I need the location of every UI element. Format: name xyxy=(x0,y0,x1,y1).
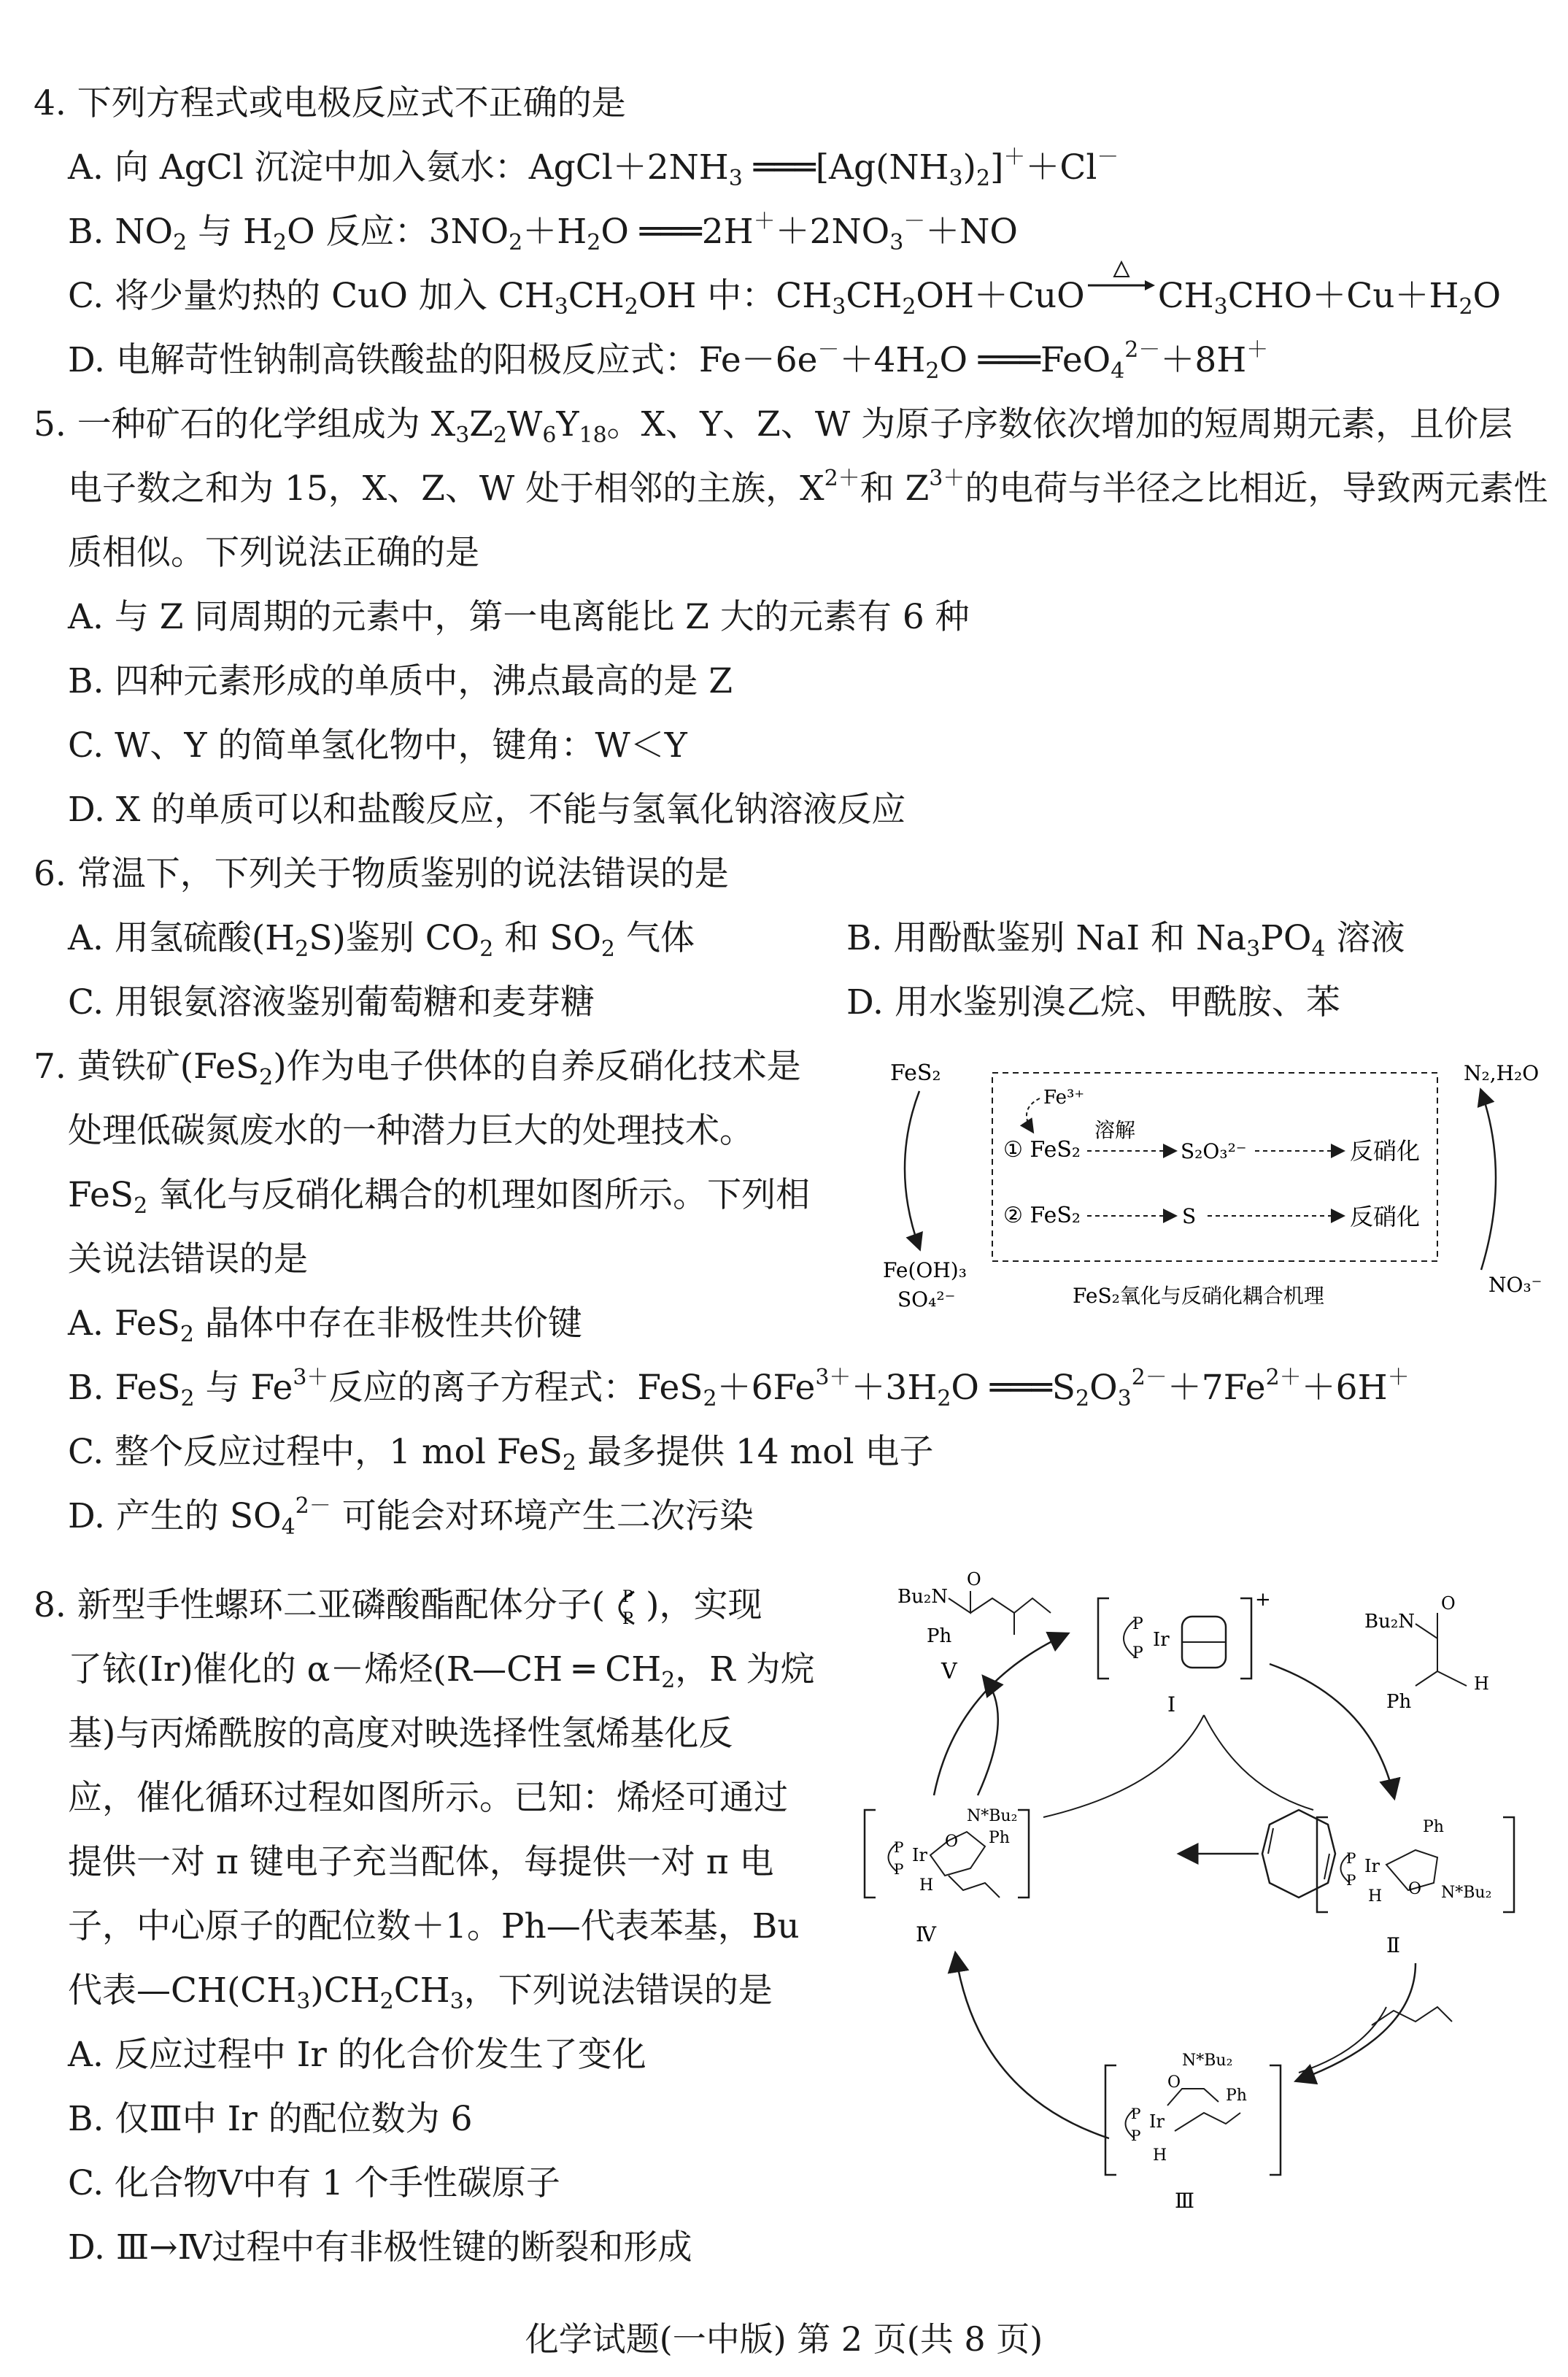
svg-text:Bu₂N: Bu₂N xyxy=(897,1586,949,1608)
q7-line3: FeS$_2$ 氧化与反硝化耦合的机理如图所示。下列相 xyxy=(68,1175,811,1219)
svg-text:P: P xyxy=(894,1860,904,1878)
compound-ii xyxy=(1317,1817,1514,1957)
svg-text:N*Bu₂: N*Bu₂ xyxy=(967,1807,1018,1825)
svg-text:P: P xyxy=(894,1838,904,1856)
q5-option-b: B. 四种元素形成的单质中，沸点最高的是 Z xyxy=(68,661,733,701)
svg-text:P: P xyxy=(1132,1644,1143,1663)
q8-catalytic-cycle-diagram xyxy=(861,1569,1532,2299)
q7-line2: 处理低碳氮废水的一种潜力巨大的处理技术。 xyxy=(68,1111,754,1151)
path1-end: 反硝化 xyxy=(1350,1137,1421,1165)
path2-start: ② FeS₂ xyxy=(1003,1203,1081,1228)
svg-text:N*Bu₂: N*Bu₂ xyxy=(1441,1884,1492,1902)
q4-option-d: D. 电解苛性钠制高铁酸盐的阳极反应式：$Fe-6e^-+4H_2O$ ═══FeO$_4^{2-}$＋8H＋ xyxy=(68,337,1269,384)
q8-option-a: A. 反应过程中 Ir 的化合价发生了变化 xyxy=(68,2035,646,2075)
q8-line5: 提供一对 π 键电子充当配体，每提供一对 π 电 xyxy=(68,1842,774,1882)
q5-line1: 5. 一种矿石的化学组成为 $X_3Z_2W_6Y_{18}$。X、Y、Z、W 为原子序数依次增加的短周期元素，且价层 xyxy=(34,404,1513,448)
q6-option-c: C. 用银氨溶液鉴别葡萄糖和麦芽糖 xyxy=(68,982,595,1022)
path1-start: ① FeS₂ xyxy=(1003,1137,1081,1163)
svg-text:Ir: Ir xyxy=(1153,1629,1170,1651)
svg-text:H: H xyxy=(1474,1673,1489,1694)
compound-i xyxy=(1098,1589,1271,1717)
svg-text:N*Bu₂: N*Bu₂ xyxy=(1182,2052,1233,2070)
svg-text:Ph: Ph xyxy=(927,1625,952,1647)
svg-text:Ⅳ: Ⅳ xyxy=(916,1922,936,1946)
svg-text:Bu₂N: Bu₂N xyxy=(1364,1611,1416,1633)
dissolve-label: 溶解 xyxy=(1094,1118,1136,1142)
ligand-icon xyxy=(605,1586,646,1630)
svg-text:Ph: Ph xyxy=(1226,2087,1247,2105)
page-footer: 化学试题(一中版) 第 2 页(共 8 页) xyxy=(525,2319,1043,2359)
q6-stem: 6. 常温下，下列关于物质鉴别的说法错误的是 xyxy=(34,854,729,894)
q7-option-c: C. 整个反应过程中，1 mol FeS$_2$ 最多提供 14 mol 电子 xyxy=(68,1432,934,1476)
svg-text:P: P xyxy=(1346,1871,1356,1889)
svg-text:P: P xyxy=(1131,2127,1141,2144)
question-6 xyxy=(34,842,729,906)
q8-line4: 应，催化循环过程如图所示。已知：烯烃可通过 xyxy=(68,1778,788,1818)
acrylamide-substrate xyxy=(1364,1593,1489,1713)
q7-line1: 7. 黄铁矿(FeS$_2$)作为电子供体的自养反硝化技术是 xyxy=(34,1047,801,1090)
question-5 xyxy=(34,393,1548,842)
q8-option-b: B. 仅Ⅲ中 Ir 的配位数为 6 xyxy=(68,2099,473,2139)
compound-iii xyxy=(1105,2052,1281,2213)
compound-iv xyxy=(865,1807,1029,1946)
q7-option-b: B. FeS$_2$ 与 $Fe^{3+}$反应的离子方程式：$FeS_2+6Fe^{3+}+3H_2O$ $═══S_2O_3^{2-}+7Fe^{2+}+6H^+$ xyxy=(68,1365,1410,1411)
svg-text:O: O xyxy=(1167,2073,1181,2092)
q5-option-c: C. W、Y 的简单氢化物中，键角：W＜Y xyxy=(68,725,687,766)
fe-oh3-label: Fe(OH)₃ xyxy=(883,1258,967,1282)
svg-text:P: P xyxy=(1131,2105,1141,2122)
q8-option-d: D. Ⅲ→Ⅳ过程中有非极性键的断裂和形成 xyxy=(68,2227,692,2268)
svg-text:Ⅲ: Ⅲ xyxy=(1175,2189,1195,2213)
q5-line3: 质相似。下列说法正确的是 xyxy=(68,533,479,573)
q7-option-a: A. FeS$_2$ 晶体中存在非极性共价键 xyxy=(68,1303,582,1347)
svg-text:Ph: Ph xyxy=(1386,1691,1412,1713)
svg-text:O: O xyxy=(1441,1593,1456,1614)
svg-text:H: H xyxy=(1153,2146,1167,2165)
n2-h2o-label: N₂,H₂O xyxy=(1464,1061,1540,1085)
cod-ligand xyxy=(1262,1810,1335,1898)
q8-line6: 子，中心原子的配位数＋1。Ph—代表苯基，Bu xyxy=(68,1906,800,1946)
nitrate-label: NO₃⁻ xyxy=(1488,1273,1542,1297)
question-4 xyxy=(34,72,1501,393)
path1-mid: S₂O₃²⁻ xyxy=(1181,1139,1247,1163)
q6-option-d: D. 用水鉴别溴乙烷、甲酰胺、苯 xyxy=(846,982,1340,1022)
q4-option-c: C. 将少量灼热的 CuO 加入 $CH_3CH_2OH$ 中：$CH_3CH_2OH+CuO$ $CH_3CHO+Cu+H_2O$ xyxy=(34,264,1501,328)
svg-text:Ph: Ph xyxy=(989,1829,1010,1847)
q5-option-a: A. 与 Z 同周期的元素中，第一电离能比 Z 大的元素有 6 种 xyxy=(68,597,970,637)
q7-option-d: D. 产生的 $SO_4^{2-}$ 可能会对环境产生二次污染 xyxy=(68,1493,754,1540)
q5-line2: 电子数之和为 15，X、Z、W 处于相邻的主族，$X^{2+}$和 $Z^{3+}$的电荷与半径之比相近，导致两元素性 xyxy=(68,466,1548,509)
q8-line3: 基)与丙烯酰胺的高度对映选择性氢烯基化反 xyxy=(68,1714,733,1754)
svg-text:O: O xyxy=(967,1569,981,1590)
svg-text:Ⅰ: Ⅰ xyxy=(1167,1692,1176,1717)
svg-text:H: H xyxy=(1368,1887,1383,1906)
svg-text:P: P xyxy=(1132,1615,1143,1633)
sulfate-label: SO₄²⁻ xyxy=(897,1287,956,1311)
compound-v xyxy=(897,1569,1051,1684)
q4-option-a: A. 向 AgCl 沉淀中加入氨水：$AgCl+2NH_3$ $═══[Ag(NH_3)_2]^++Cl^-$ xyxy=(68,145,1119,191)
q6-option-b: B. 用酚酞鉴别 NaI 和 $Na_3PO_4$ 溶液 xyxy=(846,918,1405,962)
svg-text:Ⅴ: Ⅴ xyxy=(941,1659,957,1684)
svg-text:Ⅱ: Ⅱ xyxy=(1386,1933,1401,1957)
q7-mechanism-diagram xyxy=(876,1051,1547,1336)
fe3-ion-label: Fe³⁺ xyxy=(1043,1087,1085,1109)
svg-text:Ir: Ir xyxy=(1149,2111,1165,2132)
svg-text:P: P xyxy=(1346,1849,1356,1867)
svg-text:P: P xyxy=(622,1610,633,1628)
svg-text:P: P xyxy=(622,1588,633,1606)
q8-line1: 8. 新型手性螺环二亚磷酸酯配体分子( P P )，实现 xyxy=(34,1585,762,1628)
path2-mid: S xyxy=(1182,1204,1197,1228)
svg-text:+: + xyxy=(1255,1589,1271,1611)
svg-text:O: O xyxy=(1408,1880,1422,1898)
svg-text:Ph: Ph xyxy=(1423,1818,1444,1836)
q6-option-a: A. 用氢硫酸$(H_2S)$鉴别 $CO_2$ 和 $SO_2$ 气体 xyxy=(68,918,695,962)
svg-text:O: O xyxy=(945,1833,959,1851)
q4-option-b: B. $NO_2$ 与 $H_2O$ 反应：$3NO_2+H_2O$ $═══2H^++2NO_3^-+NO$ xyxy=(68,209,1018,255)
q7-diagram-caption: FeS₂氧化与反硝化耦合机理 xyxy=(1073,1284,1324,1308)
q8-option-c: C. 化合物Ⅴ中有 1 个手性碳原子 xyxy=(68,2163,560,2203)
path2-end: 反硝化 xyxy=(1350,1203,1421,1230)
question-8 xyxy=(34,1573,815,2280)
svg-text:Ir: Ir xyxy=(1364,1856,1380,1876)
q7-line4: 关说法错误的是 xyxy=(68,1239,308,1279)
fes2-source-label: FeS₂ xyxy=(890,1060,941,1086)
q5-option-d: D. X 的单质可以和盐酸反应，不能与氢氧化钠溶液反应 xyxy=(68,790,906,830)
q8-line7: 代表$—CH(CH_3)CH_2CH_3$，下列说法错误的是 xyxy=(68,1970,773,2014)
svg-text:Ir: Ir xyxy=(912,1845,927,1865)
q8-line2: 了铱(Ir)催化的 α－烯烃(R—CH ═ $CH_2$，R 为烷 xyxy=(68,1649,815,1693)
svg-text:H: H xyxy=(919,1876,934,1895)
q4-stem: 4. 下列方程式或电极反应式不正确的是 xyxy=(34,83,626,123)
